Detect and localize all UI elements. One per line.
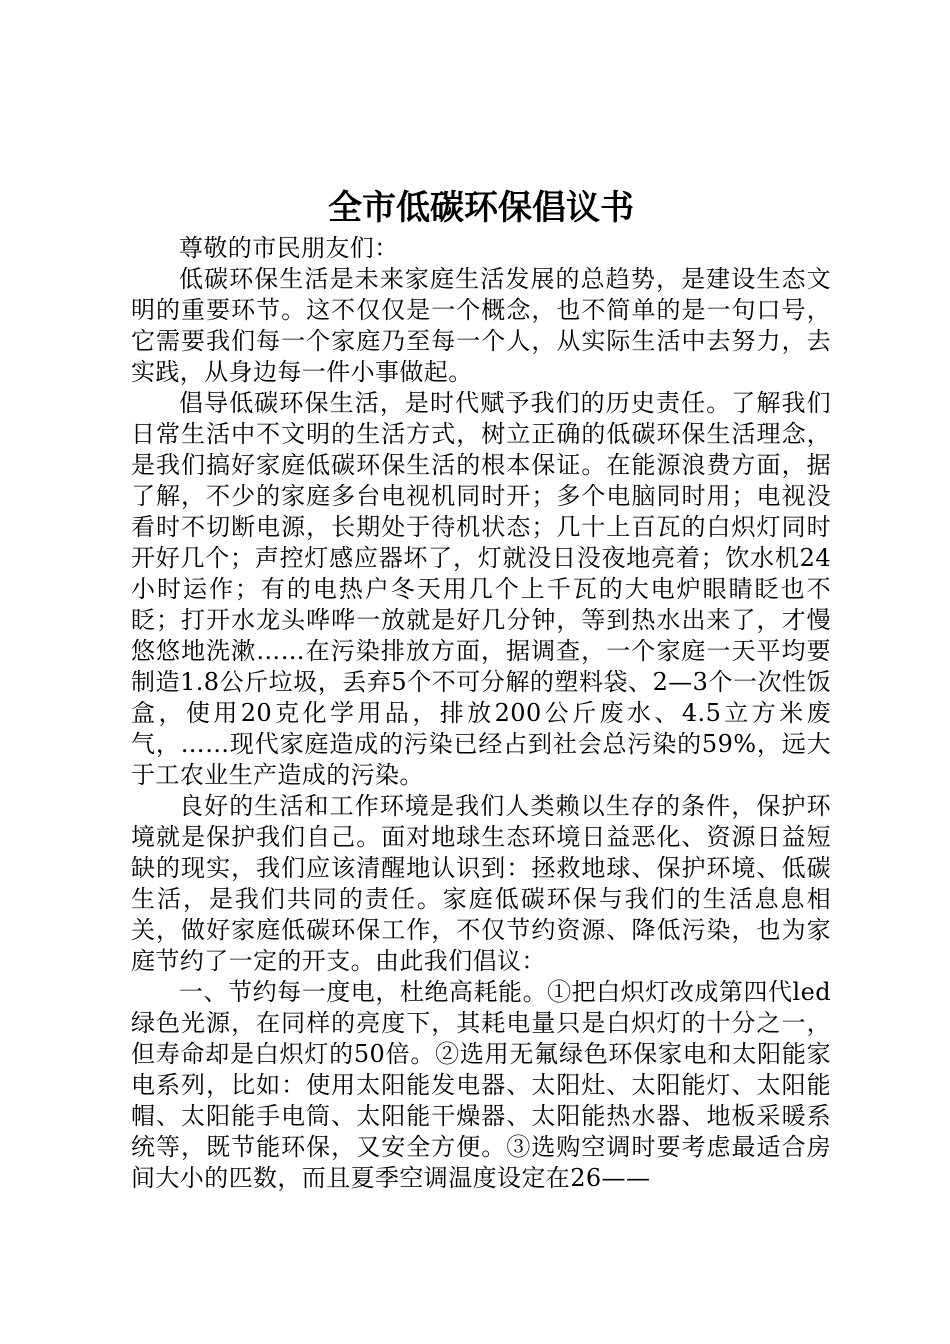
paragraph-1: 低碳环保生活是未来家庭生活发展的总趋势，是建设生态文明的重要环节。这不仅仅是一个概念，也不简单的是一句口号，它需要我们每一个家庭乃至每一个人，从实际生活中去努力，去实践，从身边每一件小事做起。: [131, 265, 831, 386]
paragraph-3: 良好的生活和工作环境是我们人类赖以生存的条件，保护环境就是保护我们自己。面对地球生态环境日益恶化、资源日益短缺的现实，我们应该清醒地认识到：拯救地球、保护环境、低碳生活，是我们共同的责任。家庭低碳环保与我们的生活息息相关，做好家庭低碳环保工作，不仅节约资源、降低污染，也为家庭节约了一定的开支。由此我们倡议：: [131, 792, 831, 975]
salutation: 尊敬的市民朋友们：: [179, 234, 399, 262]
document-body: [131, 233, 831, 1194]
paragraph-2: 倡导低碳环保生活，是时代赋予我们的历史责任。了解我们日常生活中不文明的生活方式，树立正确的低碳环保生活理念，是我们搞好家庭低碳环保生活的根本保证。在能源浪费方面，据了解，不少的家庭多台电视机同时开；多个电脑同时用；电视没看时不切断电源，长期处于待机状态；几十上百瓦的白炽灯同时开好几个；声控灯感应器坏了，灯就没日没夜地亮着；饮水机24小时运作；有的电热户冬天用几个上千瓦的大电炉眼睛眨也不眨；打开水龙头哗哗一放就是好几分钟，等到热水出来了，才慢悠悠地洗漱……在污染排放方面，据调查，一个家庭一天平均要制造1.8公斤垃圾，丢弃5个不可分解的塑料袋、2—3个一次性饭盒，使用20克化学用品，排放200公斤废水、4.5立方米废气，……现代家庭造成的污染已经占到社会总污染的59%，远大于工农业生产造成的污染。: [131, 389, 831, 789]
paragraph-4: 一、节约每一度电，杜绝高耗能。①把白炽灯改成第四代led绿色光源，在同样的亮度下，其耗电量只是白炽灯的十分之一，但寿命却是白炽灯的50倍。②选用无氟绿色环保家电和太阳能家电系列，比如：使用太阳能发电器、太阳灶、太阳能灯、太阳能帽、太阳能手电筒、太阳能干燥器、太阳能热水器、地板采暖系统等，既节能环保，又安全方便。③选购空调时要考虑最适合房间大小的匹数，而且夏季空调温度设定在26——: [131, 978, 831, 1192]
document-title: 全市低碳环保倡议书: [328, 188, 634, 228]
